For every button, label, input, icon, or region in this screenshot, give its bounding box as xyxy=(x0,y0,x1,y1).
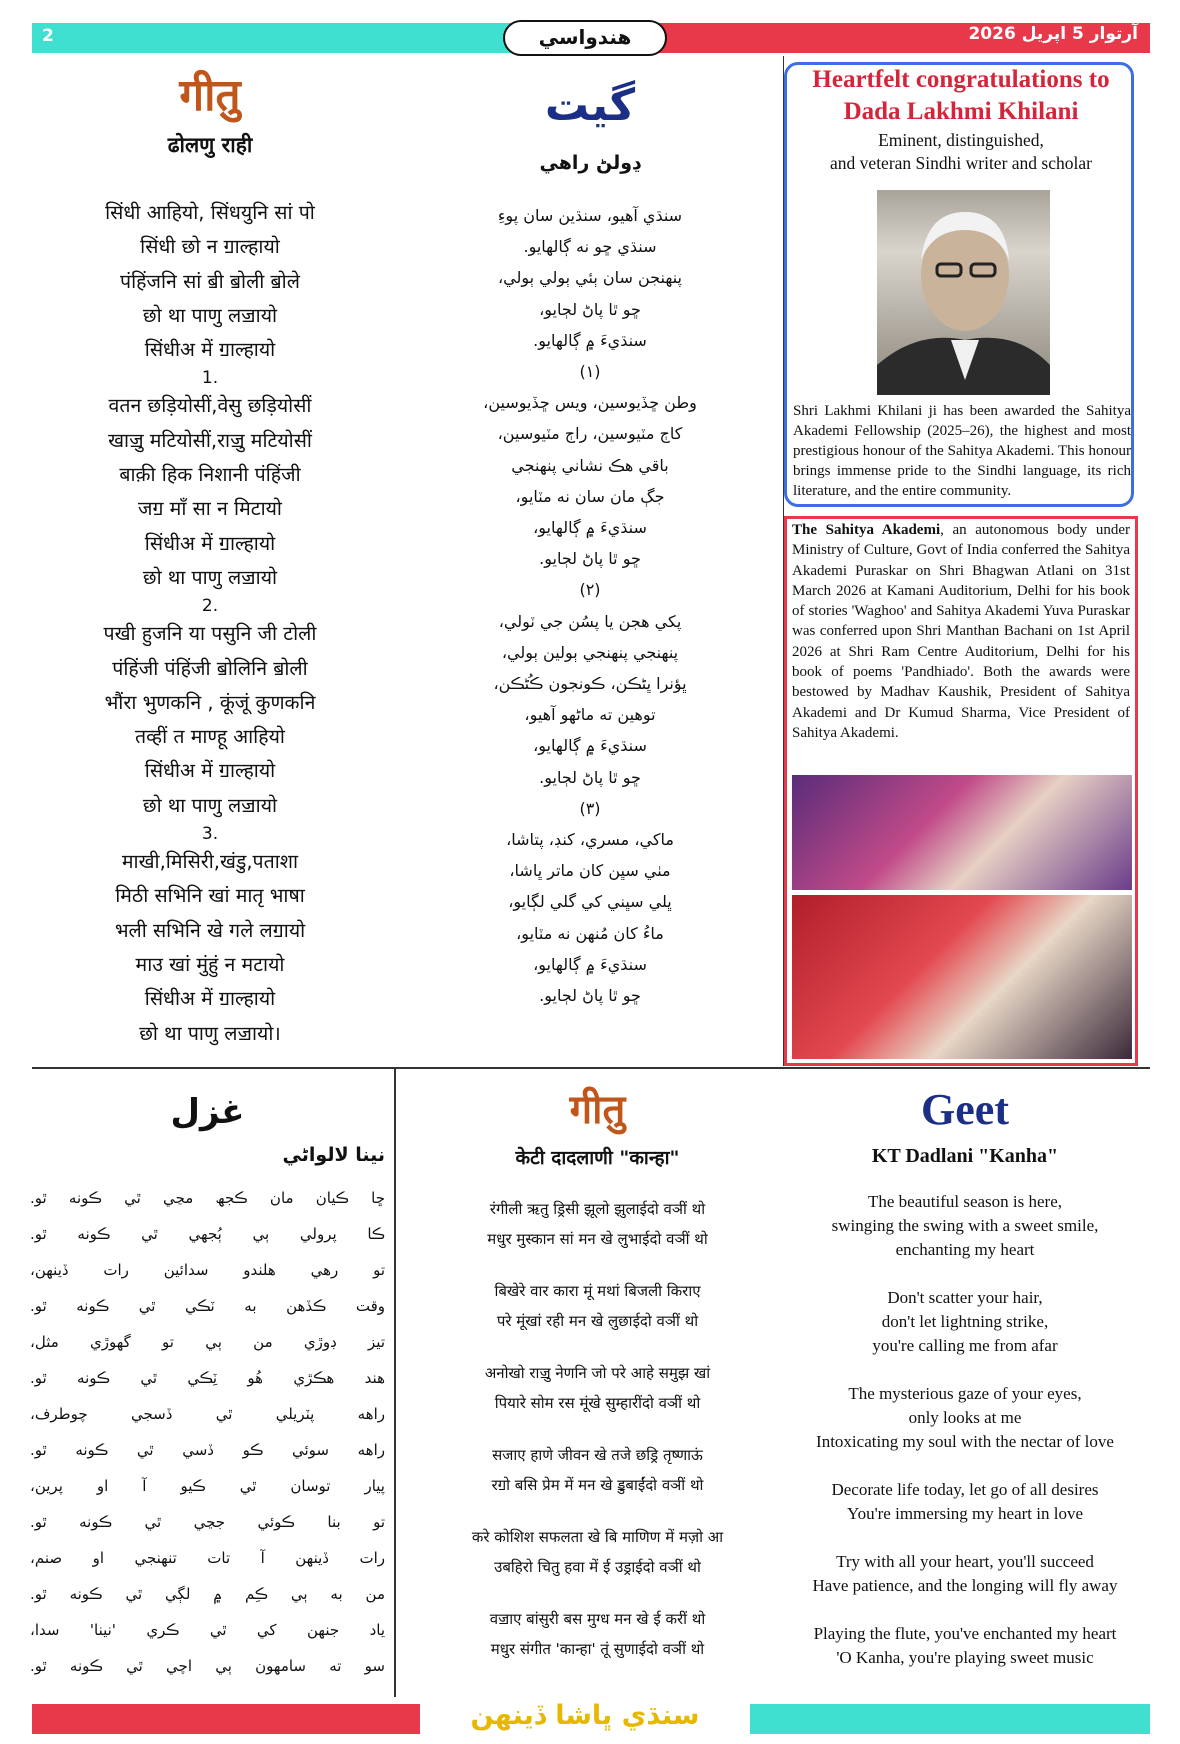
poem-line: ڀؤنرا ڀڻڪن، ڪونجون ڪُڻڪن، xyxy=(493,674,687,694)
stanza-number: 2. xyxy=(201,596,219,617)
stanza-number: (١) xyxy=(579,362,601,382)
poem-line: उबहिरो चितु हवा में ई उड्राईदो वञीं थो xyxy=(494,1558,701,1576)
poem-line: मधुर संगीत 'कान्हा' तूं सुणाईदो वञीं थो xyxy=(490,1640,705,1658)
poem-line: من به ٻي ڪِم ۾ لڳي ٿي ڪونه ٿو. xyxy=(30,1585,385,1603)
portrait-photo xyxy=(877,190,1050,395)
poem-line: सिंधीअ में ॻाल्हायो xyxy=(144,531,276,555)
poem-line: खाॼु मटियोसीं,राॼु मटियोसीं xyxy=(108,428,312,452)
poem-line: ڇو ٿا پاڻ لڄايو، xyxy=(539,299,641,319)
poem-line: ماکي، مسري، کنڊ، پتاشا، xyxy=(506,830,674,850)
poem-line: ڇو ٿا پاڻ لڄايو. xyxy=(539,986,641,1006)
poem-line: वतन छड़ियोसीं,वेसु छड़ियोसीं xyxy=(108,394,312,418)
poem-line: ياد جنهن کي ٿي ڪري 'نينا' سدا، xyxy=(30,1621,385,1639)
poem-line: ڪا پرولي ٻي ٻُجھي ٿي ڪونه ٿو. xyxy=(30,1225,385,1243)
column-divider-lower xyxy=(394,1069,396,1697)
poem-line: The beautiful season is here, xyxy=(867,1192,1062,1211)
poem-line: रॻो बसि प्रेम में मन खे ॾुबाईंदो वञीं थो xyxy=(491,1476,704,1494)
issue-date: آرتوار 5 اپريل 2026 xyxy=(968,24,1138,44)
poem-line: अनोखो राॼु नेणनि जो परे आहे समुझ खां xyxy=(484,1364,711,1382)
poem-line: only looks at me xyxy=(908,1408,1022,1427)
poem-line: تو بنا ڪوئي جڃي ٿي ڪونه ٿو. xyxy=(30,1513,385,1531)
hindi-geet-lines xyxy=(40,196,380,1051)
poem-line: enchanting my heart xyxy=(895,1240,1035,1259)
poem-line: छो था पाणु लॼायो xyxy=(142,793,278,817)
poem-line: बिखेरे वार कारा मूं मथां बिजली किराए xyxy=(494,1282,701,1300)
poem-line: बाक़ी हिक निशानी पंहिंजी xyxy=(119,463,301,487)
congrats-title-line: Dada Lakhmi Khilani xyxy=(843,98,1079,125)
geet-en-lines xyxy=(790,1190,1140,1670)
poem-line: هند هڪڙي هُو ٽِڪي ٿي ڪونه ٿو. xyxy=(30,1369,385,1387)
poem-line: راهه سوئي ڪو ڏسي ٿي ڪونه ٿو. xyxy=(30,1441,385,1459)
poem-line: وقت ڪڏهن به ٽڪي ٿي ڪونه ٿو. xyxy=(30,1297,385,1315)
award-photo-1 xyxy=(792,775,1132,890)
award-photo-2 xyxy=(792,895,1132,1059)
poem-line: वॼाए बांसुरी बस मुग्ध मन खे ई करीं थो xyxy=(489,1610,706,1628)
congrats-subtitle-line: Eminent, distinguished, xyxy=(878,130,1044,150)
geet-english xyxy=(790,1082,1140,1670)
poem-line: swinging the swing with a sweet smile, xyxy=(831,1216,1099,1235)
poem-line: माखी,मिसिरी,खंडु,पताशा xyxy=(121,850,299,874)
poem-line: سنڌيءَ ۾ ڳالهايو، xyxy=(533,736,647,756)
ghazal xyxy=(30,1090,385,1684)
geet-en-author: KT Dadlani "Kanha" xyxy=(871,1145,1059,1167)
poem-line: छो था पाणु लॼायो xyxy=(142,565,278,589)
congrats-title-line: Heartfelt congratulations to xyxy=(812,66,1110,93)
poem-line: تيز ڊوڙي من ٻي تو گهوڙي مثل، xyxy=(30,1333,385,1351)
poem-line: मिठी सभिनि खां मातृ भाषा xyxy=(115,884,305,908)
poem-line: Decorate life today, let go of all desires xyxy=(831,1480,1099,1499)
poem-line: ڇا ڪيان مان ڪجھ مڃي ٿي ڪونه ٿو. xyxy=(30,1189,385,1207)
poem-line: رات ڏينهن آ تات تنهنجي او صنم، xyxy=(30,1549,385,1567)
poem-line: سنڌيءَ ۾ ڳالهايو، xyxy=(533,954,647,974)
poem-line: छो था पाणु लॼायो। xyxy=(139,1021,281,1045)
hindi-geet-2 xyxy=(410,1082,785,1664)
poem-line: करे कोशिश सफलता खे बि माणिण में मज़ो आ xyxy=(471,1528,724,1546)
poem-line: you're calling me from afar xyxy=(872,1336,1058,1355)
poem-line: पंहिंजनि सां ॿी ॿोली ॿोले xyxy=(120,269,300,293)
poem-line: تو رهي هلندو سدائين رات ڏينهن، xyxy=(30,1261,385,1279)
hindi-geet-title: गीतु xyxy=(179,70,241,121)
poem-line: ڇو ٿا پاڻ لڄايو. xyxy=(539,549,641,569)
poem-line: باقي هڪ نشاني پنهنجي xyxy=(511,455,669,475)
poem-line: سنڌيءَ ۾ ڳالهايو، xyxy=(533,518,647,538)
sindhi-geet-title: گيت xyxy=(544,80,636,131)
poem-line: پنهنجن سان ٻئي ٻولي ٻولي، xyxy=(497,268,682,288)
stanza-number: (٢) xyxy=(579,580,601,600)
poem-line: Intoxicating my soul with the nectar of love xyxy=(816,1432,1114,1451)
poem-line: Playing the flute, you've enchanted my heart xyxy=(813,1624,1117,1643)
sindhi-geet xyxy=(420,74,760,1011)
akademi-lead: The Sahitya Akademi xyxy=(792,522,941,538)
poem-line: ڇو ٿا پاڻ لڄايو. xyxy=(539,767,641,787)
poem-line: مٺي سڀن کان ماتر ڀاشا، xyxy=(509,861,671,881)
masthead-logo: هندواسي xyxy=(503,20,667,56)
poem-line: وطن ڇڏيوسين، ويس ڇڏيوسين، xyxy=(483,393,697,413)
poem-line: सिंधीअ में ॻाल्हायो xyxy=(144,987,276,1011)
portrait-silhouette-icon xyxy=(877,190,1050,395)
poem-line: سنڌي ڇو نه ڳالهايو. xyxy=(523,237,657,257)
poem-line: तव्हीं त माण्हू आहियो xyxy=(135,725,285,749)
poem-line: You're immersing my heart in love xyxy=(847,1504,1083,1523)
poem-line: Have patience, and the longing will fly away xyxy=(812,1576,1118,1595)
poem-line: रंगीली ऋतु ड्रिसी झूलो झुलाईदो वञीं थो xyxy=(489,1200,706,1218)
poem-line: راهه پٽريلي ٿي ڏسجي چوطرف، xyxy=(30,1405,385,1423)
poem-line: Try with all your heart, you'll succeed xyxy=(836,1552,1094,1571)
poem-line: सिंधीअ में ॻाल्हायो xyxy=(144,759,276,783)
poem-line: پکي هجن يا پسُن جي ٽولي، xyxy=(498,611,682,631)
poem-line: ڀلي سڀني کي گلي لڳايو، xyxy=(508,892,672,912)
stanza-number: (٣) xyxy=(579,798,601,818)
poem-line: Don't scatter your hair, xyxy=(887,1288,1043,1307)
poem-line: सजाए हाणे जीवन खे तजे छड्रि तृष्णाऊं xyxy=(492,1446,703,1464)
poem-line: भौंरा भुणकनि , कूंजूं कुणकनि xyxy=(104,690,316,714)
poem-line: पंहिंजी पंहिंजी ॿोलिनि ॿोली xyxy=(112,656,308,680)
poem-line: मधुर मुस्कान सां मन खे लुभाईदो वञीं थो xyxy=(487,1230,708,1248)
poem-line: पियारे सोम रस मूंखे सुम्हारींदो वञीं थो xyxy=(494,1394,701,1412)
poem-line: सिंधीअ में ॻाल्हायो xyxy=(144,338,276,362)
poem-line: 'O Kanha, you're playing sweet music xyxy=(836,1648,1094,1667)
poem-line: پيار توسان ٿي ڪيو آ او پرين، xyxy=(30,1477,385,1495)
congrats-title xyxy=(796,64,1126,128)
congrats-subtitle-line: and veteran Sindhi writer and scholar xyxy=(830,153,1092,173)
akademi-body: , an autonomous body under Ministry of Culture, Govt of India conferred the Sahitya Akademi Puraskar on Shri Bhagwan Atlani on 31st March 2026 at Kamani Auditorium, Delhi for his book of stories 'Waghoo' and Sahitya Akademi Yuva Puraskar was conferred upon Shri Manthan Bachani on 1st April 2026 at Shri Ram Centre Auditorium, Delhi for his book of poems 'Pandhiado'. Both the awards were bestowed by Madhav Kaushik, President of Sahitya Akademi and Dr Kumud Sharma, Vice President of Sahitya Akademi. xyxy=(792,522,1130,741)
poem-line: توهين ته ماڻهو آهيو، xyxy=(524,705,656,725)
ghazal-author: نينا لالواڻي xyxy=(282,1144,385,1166)
geet-en-title: Geet xyxy=(921,1085,1009,1134)
poem-line: جڳ مان سان نه مٽايو، xyxy=(515,486,665,506)
poem-line: The mysterious gaze of your eyes, xyxy=(848,1384,1082,1403)
hindi-geet-author: ढोलणु राही xyxy=(167,133,253,157)
footer-title: سنڌي ڀاشا ڏينهن xyxy=(420,1694,750,1738)
poem-line: सिंधी आहियो, सिंधयुनि सां पो xyxy=(105,201,315,224)
sindhi-geet-lines xyxy=(420,200,760,1011)
poem-line: کاڄ مٽيوسين، راڄ مٽيوسين، xyxy=(497,424,683,444)
hindi-geet2-lines xyxy=(410,1194,785,1664)
hindi-geet xyxy=(40,66,380,1051)
ghazal-title: غزل xyxy=(170,1092,245,1132)
hindi-geet2-author: केटी दादलाणी "कान्हा" xyxy=(515,1147,680,1169)
hindi-geet2-title: गीतु xyxy=(569,1087,626,1133)
congrats-body: Shri Lakhmi Khilani ji has been awarded the Sahitya Akademi Fellowship (2025–26), the highest and most prestigious honour of the Sahitya Akademi. This honour brings immense pride to the Sindhi language, its rich literature, and the entire community. xyxy=(793,403,1131,499)
sindhi-geet-author: ڍولڻ راهي xyxy=(539,152,641,174)
poem-line: भली सभिनि खे गले लॻायो xyxy=(114,918,306,942)
section-divider xyxy=(32,1067,1150,1069)
poem-line: परे मूंखां रही मन खे लुछाईदो वञीं थो xyxy=(496,1312,699,1330)
poem-line: पखी हुजनि या पसुनि जी टोली xyxy=(103,622,317,646)
poem-line: जॻ माँ सा न मिटायो xyxy=(138,497,282,521)
poem-line: सिंधी छो न ॻाल्हायो xyxy=(140,235,280,259)
poem-line: ماءُ کان مُنهن نه مٽايو، xyxy=(516,923,664,943)
stanza-number: 3. xyxy=(201,824,219,845)
poem-line: छो था पाणु लॼायो xyxy=(142,303,278,327)
akademi-text xyxy=(792,520,1130,743)
poem-line: پنهنجي پنهنجي ٻولين ٻولي، xyxy=(501,642,679,662)
poem-line: سنڌي آهيو، سنڌين سان پوءِ xyxy=(497,206,683,225)
page-number: 2 xyxy=(42,26,54,46)
stanza-number: 1. xyxy=(201,368,219,389)
poem-line: माउ खां मुंहुं न मटायो xyxy=(135,952,285,976)
poem-line: سنڌيءَ ۾ ڳالهايو. xyxy=(533,330,647,350)
ghazal-lines xyxy=(30,1180,385,1684)
poem-line: سو ته سامهون ٻي اچي ٿي ڪونه ٿو. xyxy=(30,1657,385,1675)
poem-line: don't let lightning strike, xyxy=(881,1312,1049,1331)
congrats-subtitle xyxy=(796,129,1126,175)
